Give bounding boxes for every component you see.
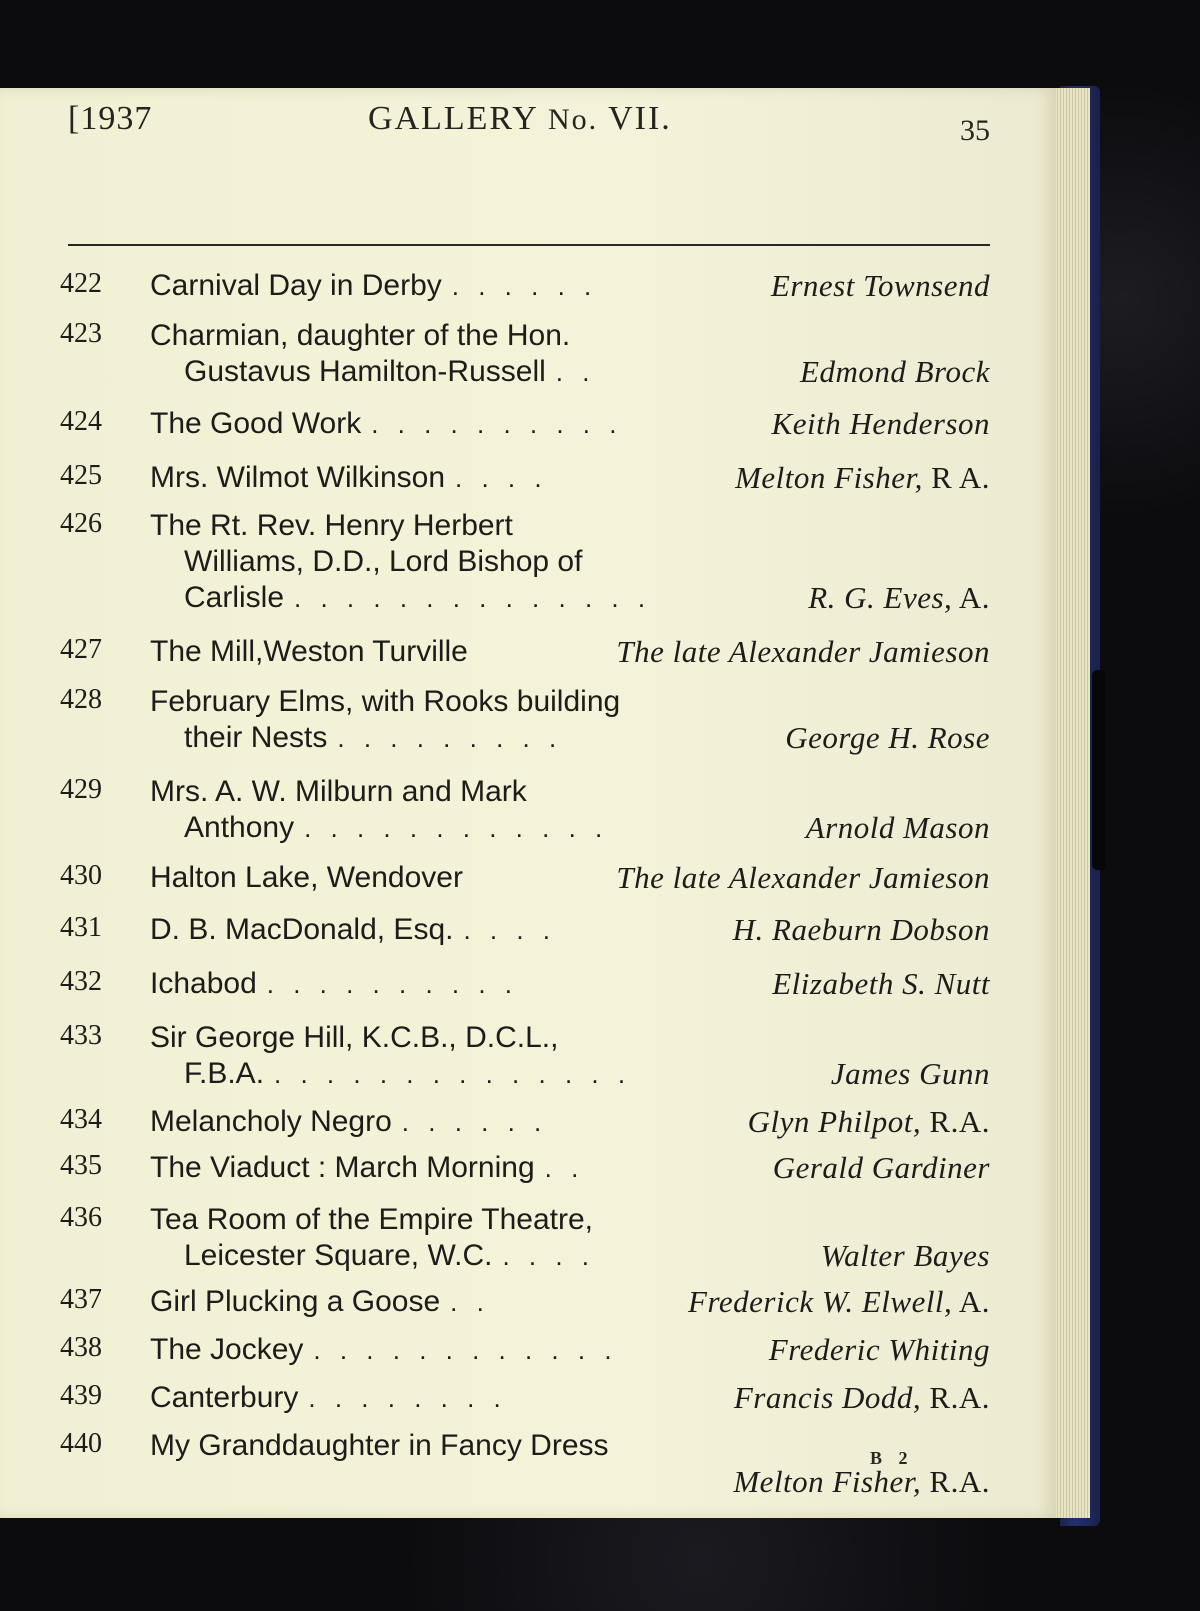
entry-line	[60, 580, 990, 616]
catalogue-entry	[60, 318, 990, 390]
entry-number: 422	[60, 268, 102, 299]
catalogue-entry	[60, 912, 990, 948]
entry-number: 425	[60, 460, 102, 491]
entry-title-text	[150, 318, 570, 354]
title-text: Charmian, daughter of the Hon.	[150, 319, 571, 352]
entry-title-text	[150, 1104, 547, 1140]
entry-number: 426	[60, 508, 102, 539]
artist-name	[772, 406, 990, 442]
entry-line	[60, 1020, 990, 1056]
entry-title-text	[150, 1150, 584, 1186]
artist-honours: A.	[952, 580, 990, 615]
header-year: [1937	[68, 100, 153, 137]
entry-title-text	[150, 268, 597, 304]
bookmark-ribbon	[1092, 670, 1106, 870]
artist-text: Francis Dodd,	[733, 1380, 922, 1415]
artist-text: Frederick W. Elwell,	[688, 1284, 953, 1319]
artist-name	[733, 1464, 990, 1500]
entry-title-text	[150, 912, 556, 948]
entry-line	[60, 966, 990, 1002]
artist-text: George H. Rose	[785, 720, 990, 755]
entry-number: 435	[60, 1150, 102, 1181]
entry-line	[60, 1056, 990, 1092]
title-text: Halton Lake, Wendover	[150, 861, 463, 894]
leader-dots: . . . . . . . . . . . . . .	[294, 583, 652, 613]
leader-dots: . . . . . . . . .	[337, 723, 563, 753]
entry-line	[60, 1238, 990, 1274]
entry-number: 423	[60, 318, 102, 349]
gallery-title	[368, 100, 672, 138]
artist-name	[821, 1238, 990, 1274]
artist-name	[734, 1380, 990, 1416]
entry-line	[60, 684, 990, 720]
title-text: The Mill,Weston Turville	[150, 635, 468, 668]
entry-line	[60, 1464, 990, 1500]
catalogue-entry	[60, 860, 990, 896]
artist-name	[748, 1104, 990, 1140]
leader-dots: . .	[555, 357, 596, 387]
artist-honours: R.A.	[921, 1104, 990, 1139]
catalogue-entry	[60, 1380, 990, 1416]
title-text: The Good Work	[150, 407, 362, 440]
entry-title-text	[150, 966, 518, 1002]
gallery-title-roman: VII.	[608, 100, 672, 137]
entry-line	[60, 544, 990, 580]
artist-name	[800, 354, 990, 390]
catalogue-entry	[60, 508, 990, 616]
artist-name	[733, 912, 990, 948]
entry-number: 438	[60, 1332, 102, 1363]
leader-dots: . . . . . . . .	[308, 1383, 507, 1413]
artist-text: Ernest Townsend	[770, 268, 990, 303]
artist-name	[831, 1056, 990, 1092]
entry-title-text	[184, 544, 582, 580]
catalogue-entry	[60, 406, 990, 442]
catalogue-entry	[60, 268, 990, 304]
artist-name	[616, 634, 990, 670]
entry-line	[60, 1284, 990, 1320]
entry-title-text	[150, 508, 513, 544]
entry-number: 434	[60, 1104, 102, 1135]
entry-number: 432	[60, 966, 102, 997]
title-text: Girl Plucking a Goose	[150, 1285, 441, 1318]
entry-title-text	[150, 460, 548, 496]
entry-title-text	[150, 1284, 490, 1320]
entry-number: 427	[60, 634, 102, 665]
title-text: Gustavus Hamilton-Russell	[184, 355, 546, 388]
gallery-title-no: No.	[548, 103, 599, 136]
entry-line	[60, 860, 990, 896]
catalogue-entry	[60, 634, 990, 670]
artist-text: Melton Fisher,	[733, 1464, 922, 1499]
title-text: Sir George Hill, K.C.B., D.C.L.,	[150, 1021, 559, 1054]
title-text: Carnival Day in Derby	[150, 269, 442, 302]
catalogue-entry	[60, 1284, 990, 1320]
leader-dots: . . . .	[455, 463, 548, 493]
entry-title-text	[184, 1238, 595, 1274]
artist-name	[769, 1332, 990, 1368]
title-text: The Viaduct : March Morning	[150, 1151, 535, 1184]
artist-name	[785, 720, 990, 756]
artist-text: Gerald Gardiner	[772, 1150, 990, 1185]
entry-line	[60, 1150, 990, 1186]
entry-line	[60, 634, 990, 670]
entry-title-text	[184, 720, 562, 756]
artist-honours: A.	[952, 1284, 990, 1319]
entry-line	[60, 354, 990, 390]
entry-line	[60, 1202, 990, 1238]
entry-line	[60, 460, 990, 496]
entry-line	[60, 1380, 990, 1416]
entry-number: 433	[60, 1020, 102, 1051]
title-text: Mrs. A. W. Milburn and Mark	[150, 775, 527, 808]
leader-dots: . . . . . . . . . . . .	[313, 1335, 618, 1365]
entry-line	[60, 406, 990, 442]
leader-dots: . . . . . . . . . .	[371, 409, 623, 439]
title-text: February Elms, with Rooks building	[150, 685, 621, 718]
entry-number: 431	[60, 912, 102, 943]
leader-dots: . . . . . . . . . . . . . .	[274, 1059, 632, 1089]
title-text: Ichabod	[150, 967, 257, 1000]
entry-line	[60, 318, 990, 354]
artist-honours: R.A.	[921, 1380, 990, 1415]
artist-text: Frederic Whiting	[768, 1332, 990, 1367]
catalogue-entry	[60, 1150, 990, 1186]
title-text: Leicester Square, W.C.	[184, 1239, 493, 1272]
entry-title-text	[150, 1428, 609, 1464]
leader-dots: . . . . . . . . . . . .	[304, 813, 609, 843]
artist-name	[616, 860, 990, 896]
entry-number: 428	[60, 684, 102, 715]
artist-honours: R.A.	[921, 1464, 990, 1499]
entry-title-text	[184, 580, 651, 616]
entry-number: 430	[60, 860, 102, 891]
catalogue-entry	[60, 460, 990, 496]
title-text: their Nests	[184, 721, 328, 754]
title-text: My Granddaughter in Fancy Dress	[150, 1429, 609, 1462]
artist-text: Elizabeth S. Nutt	[772, 966, 990, 1001]
entry-title-text	[184, 1056, 631, 1092]
entry-line	[60, 810, 990, 846]
leader-dots: . .	[450, 1287, 490, 1317]
artist-text: Arnold Mason	[805, 810, 990, 845]
entry-title-text	[150, 774, 527, 810]
title-text: Tea Room of the Empire Theatre,	[150, 1203, 593, 1236]
entry-title-text	[150, 1332, 618, 1368]
artist-text: R. G. Eves,	[808, 580, 953, 615]
title-text: Anthony	[184, 811, 295, 844]
catalogue-entry	[60, 774, 990, 846]
leader-dots: . . . .	[502, 1241, 596, 1271]
artist-text: Walter Bayes	[820, 1238, 990, 1273]
entry-title-text	[150, 860, 463, 896]
entry-number: 424	[60, 406, 102, 437]
leader-dots: . . . . . .	[451, 271, 598, 301]
leader-dots: . . . . . . . . . .	[266, 969, 519, 999]
artist-text: H. Raeburn Dobson	[732, 912, 990, 947]
catalogue-entry	[60, 1202, 990, 1274]
entry-title-text	[150, 406, 622, 442]
title-text: Canterbury	[150, 1381, 299, 1414]
entry-title-text	[150, 1380, 507, 1416]
artist-name	[735, 460, 990, 496]
title-text: Mrs. Wilmot Wilkinson	[150, 461, 446, 494]
catalogue-entry	[60, 1428, 990, 1500]
title-text: Williams, D.D., Lord Bishop of	[184, 545, 583, 578]
entry-line	[60, 912, 990, 948]
catalogue-entry	[60, 966, 990, 1002]
title-text: Carlisle	[184, 581, 285, 614]
entry-line	[60, 774, 990, 810]
artist-name	[773, 1150, 990, 1186]
title-text: Melancholy Negro	[150, 1105, 392, 1138]
title-text: The Jockey	[150, 1333, 304, 1366]
artist-text: The late Alexander Jamieson	[616, 634, 990, 669]
title-text: The Rt. Rev. Henry Herbert	[150, 509, 513, 542]
title-text: D. B. MacDonald, Esq.	[150, 913, 454, 946]
entry-line	[60, 1332, 990, 1368]
entry-title-text	[150, 1202, 593, 1238]
entry-title-text	[150, 634, 468, 670]
artist-name	[772, 966, 990, 1002]
artist-name	[771, 268, 990, 304]
catalogue-entry	[60, 1332, 990, 1368]
title-text: F.B.A.	[184, 1057, 265, 1090]
artist-name	[808, 580, 990, 616]
entry-title-text	[184, 810, 608, 846]
catalogue-entry	[60, 684, 990, 756]
artist-text: James Gunn	[830, 1056, 990, 1091]
artist-text: Glyn Philpot,	[747, 1104, 922, 1139]
entry-line	[60, 1104, 990, 1140]
leader-dots: . . . .	[463, 915, 557, 945]
page-header	[68, 100, 990, 150]
entry-line	[60, 1428, 990, 1464]
signature-mark: B 2	[870, 1448, 914, 1468]
gallery-title-main: GALLERY	[368, 100, 538, 137]
entry-title-text	[184, 354, 595, 390]
artist-name	[688, 1284, 990, 1320]
entry-title-text	[150, 684, 620, 720]
entry-line	[60, 720, 990, 756]
entry-line	[60, 508, 990, 544]
entry-title-text	[150, 1020, 558, 1056]
page-number: 35	[960, 114, 990, 147]
catalogue-entry	[60, 1020, 990, 1092]
artist-text: The late Alexander Jamieson	[616, 860, 990, 895]
artist-text: Edmond Brock	[800, 354, 990, 389]
catalogue-entry	[60, 1104, 990, 1140]
artist-text: Keith Henderson	[771, 406, 990, 441]
header-rule	[68, 244, 990, 246]
entry-line	[60, 268, 990, 304]
entry-list	[60, 268, 990, 1500]
entry-number: 436	[60, 1202, 102, 1233]
artist-honours: R A.	[922, 460, 990, 495]
leader-dots: . .	[544, 1153, 585, 1183]
leader-dots: . . . . . .	[401, 1107, 548, 1137]
entry-number: 429	[60, 774, 102, 805]
entry-number: 440	[60, 1428, 102, 1459]
page-edges	[1052, 88, 1090, 1518]
artist-name	[806, 810, 990, 846]
artist-text: Melton Fisher,	[735, 460, 923, 495]
entry-number: 437	[60, 1284, 102, 1315]
entry-number: 439	[60, 1380, 102, 1411]
